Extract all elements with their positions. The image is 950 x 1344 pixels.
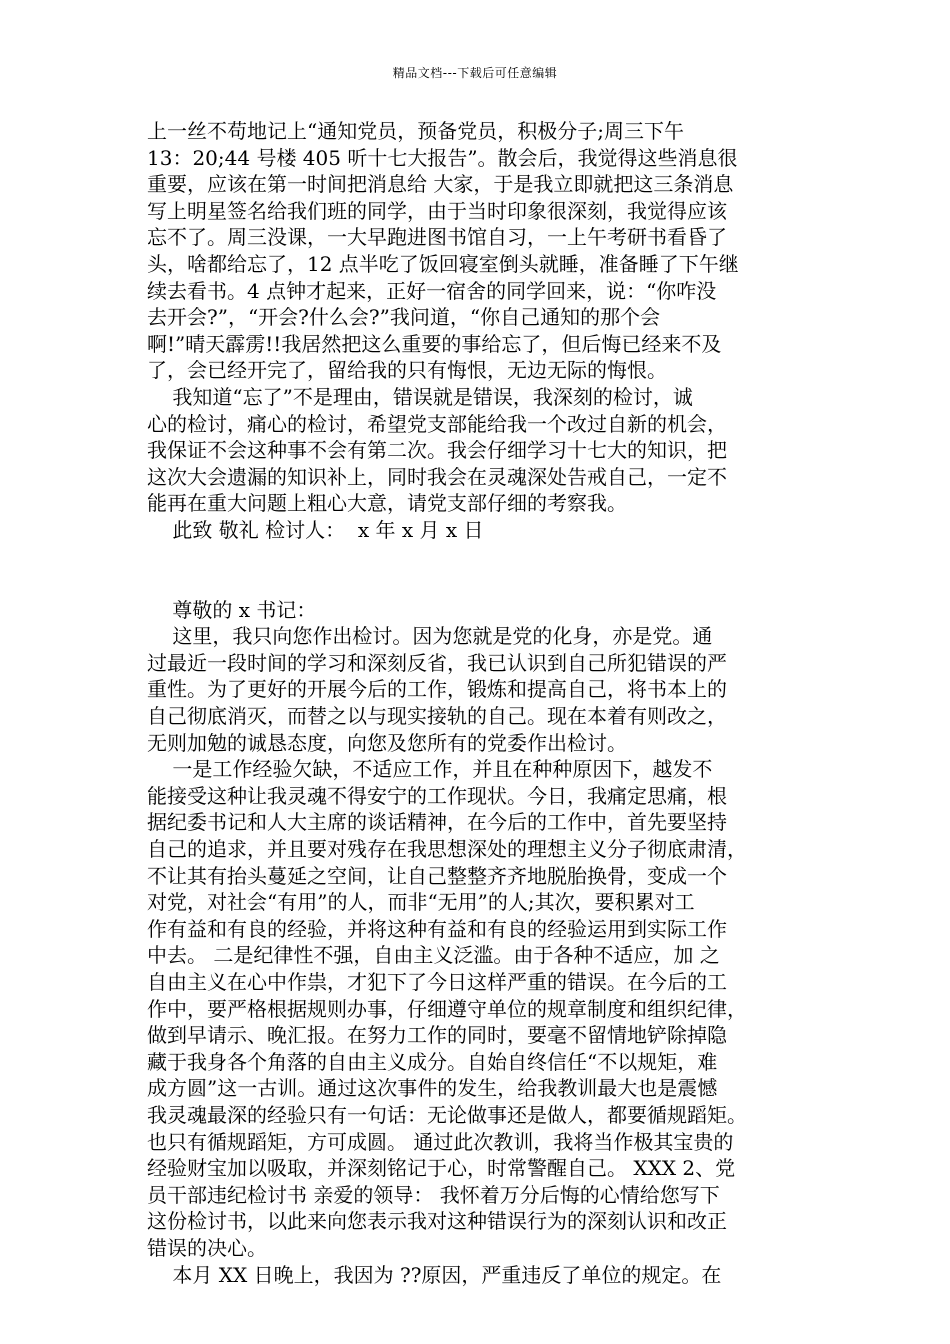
text-line: 了，会已经开完了，留给我的只有悔恨，无边无际的悔恨。: [147, 358, 667, 383]
text-line: 过最近一段时间的学习和深刻反省，我已认识到自己所犯错误的严: [147, 650, 727, 675]
page-header: 精品文档---下载后可任意编辑: [392, 66, 558, 80]
text-line: 我灵魂最深的经验只有一句话：无论做事还是做人，都要循规蹈矩。: [147, 1102, 747, 1127]
text-line: 自己的追求，并且要对残存在我思想深处的理想主义分子彻底肃清，: [147, 837, 747, 862]
text-line: 写上明星签名给我们班的同学，由于当时印象很深刻，我觉得应该: [147, 198, 727, 223]
text-line: 续去看书。4 点钟才起来，正好一宿舍的同学回来，说：“你咋没: [147, 278, 717, 303]
text-line: 错误的决心。: [147, 1235, 267, 1260]
text-line: 心的检讨，痛心的检讨，希望党支部能给我一个改过自新的机会，: [147, 411, 727, 436]
text-line: 忘不了。周三没课，一大早跑进图书馆自习，一上午考研书看昏了: [147, 225, 727, 250]
text-line: 能接受这种让我灵魂不得安宁的工作现状。今日，我痛定思痛，根: [147, 783, 727, 808]
text-line: 我保证不会这种事不会有第二次。我会仔细学习十七大的知识，把: [147, 438, 727, 463]
text-line: 中去。 二是纪律性不强，自由主义泛滥。由于各种不适应，加 之: [147, 943, 720, 968]
text-line: 成方圆”这一古训。通过这次事件的发生，给我教训最大也是震憾: [147, 1076, 718, 1101]
text-line: 重要，应该在第一时间把消息给 大家，于是我立即就把这三条消息: [147, 172, 734, 197]
text-line: 做到早请示、晚汇报。在努力工作的同时，要毫不留情地铲除掉隐: [147, 1023, 727, 1048]
blank-line: [147, 570, 807, 597]
text-line: 能再在重大问题上粗心大意，请党支部仔细的考察我。: [147, 491, 627, 516]
text-line: 这次大会遗漏的知识补上，同时我会在灵魂深处告戒自己，一定不: [147, 464, 727, 489]
text-line: 对党，对社会“有用”的人，而非“无用”的人;其次，要积累对工: [147, 890, 695, 915]
text-line: 无则加勉的诚恳态度，向您及您所有的党委作出检讨。: [147, 730, 627, 755]
text-line: 据纪委书记和人大主席的谈话精神，在今后的工作中，首先要坚持: [147, 810, 727, 835]
text-line: 藏于我身各个角落的自由主义成分。自始自终信任“不以规矩，难: [147, 1049, 718, 1074]
text-line: 去开会?”，“开会?什么会?”我问道，“你自己通知的那个会: [147, 305, 661, 330]
text-line: 我知道“忘了”不是理由，错误就是错误，我深刻的检讨，诚: [147, 384, 693, 409]
text-line: 重性。为了更好的开展今后的工作，锻炼和提高自己，将书本上的: [147, 677, 727, 702]
text-line: 作有益和有良的经验，并将这种有益和有良的经验运用到实际工作: [147, 916, 727, 941]
text-line: 自由主义在心中作祟，才犯下了今日这样严重的错误。在今后的工: [147, 970, 727, 994]
text-line: 头，啥都给忘了，12 点半吃了饭回寝室倒头就睡，准备睡了下午继: [147, 251, 739, 276]
text-line: 员干部违纪检讨书 亲爱的领导： 我怀着万分后悔的心情给您写下: [147, 1182, 720, 1207]
text-line: 啊!”晴天霹雳!!我居然把这么重要的事给忘了，但后悔已经来不及: [147, 331, 722, 356]
closing-line: 此致 敬礼 检讨人： x 年 x 月 x 日: [147, 517, 484, 542]
text-line: 一是工作经验欠缺，不适应工作，并且在种种原因下，越发不: [147, 757, 713, 782]
text-line: 作中，要严格根据规则办事，仔细遵守单位的规章制度和组织纪律，: [147, 996, 747, 1021]
text-line: 13：20;44 号楼 405 听十七大报告”。散会后，我觉得这些消息很: [147, 145, 738, 170]
text-line: 上一丝不苟地记上“通知党员，预备党员，积极分子;周三下午: [147, 119, 684, 143]
text-line: 经验财宝加以吸取，并深刻铭记于心，时常警醒自己。 XXX 2、党: [147, 1156, 736, 1181]
text-line: 这份检讨书，以此来向您表示我对这种错误行为的深刻认识和改正: [147, 1209, 727, 1234]
text-line: 自己彻底消灭，而替之以与现实接轨的自己。现在本着有则改之，: [147, 704, 727, 729]
blank-line: [147, 544, 807, 571]
text-line: 不让其有抬头蔓延之空间，让自己整整齐齐地脱胎换骨，变成一个: [147, 863, 727, 888]
text-line: 这里，我只向您作出检讨。因为您就是党的化身，亦是党。通: [147, 624, 713, 649]
salutation-line: 尊敬的 x 书记：: [147, 597, 317, 622]
text-line: 本月 XX 日晚上，我因为 ??原因，严重违反了单位的规定。在: [147, 1262, 722, 1287]
document-body: [147, 118, 807, 1288]
text-line: 也只有循规蹈矩，方可成圆。 通过此次教训，我将当作极其宝贵的: [147, 1129, 734, 1154]
